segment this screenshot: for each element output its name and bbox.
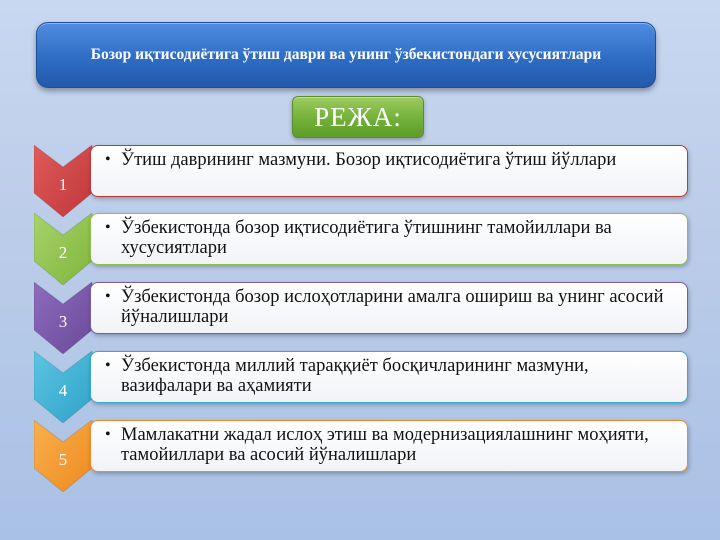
page-title: Бозор иқтисодиётига ўтиш даври ва унинг ўзбекистондаги хусусиятлари	[90, 46, 602, 63]
step-number: 4	[58, 381, 68, 400]
plan-item-card	[90, 282, 688, 334]
bullet-icon: •	[105, 151, 111, 168]
plan-item-2	[34, 213, 688, 281]
plan-item-text: Ўтиш даврининг мазмуни. Бозор иқтисодиётига ўтиш йўллари	[121, 150, 617, 170]
plan-item-4	[34, 351, 688, 419]
plan-item-text: Мамлакатни жадал ислоҳ этиш ва модернизациялашнинг моҳияти, тамойиллари ва асосий йўналишлари	[121, 425, 649, 465]
bullet-icon: •	[105, 219, 111, 236]
step-number: 3	[58, 312, 68, 331]
plan-item-card	[90, 213, 688, 265]
bullet-icon: •	[105, 426, 111, 443]
step-number: 1	[58, 175, 68, 194]
step-number: 5	[58, 450, 68, 469]
step-number: 2	[58, 243, 68, 262]
plan-item-text: Ўзбекистонда бозор иқтисодиётига ўтишнинг тамойиллари ва хусусиятлари	[121, 218, 612, 258]
plan-item-1	[34, 145, 688, 213]
plan-item-3	[34, 282, 688, 350]
plan-item-card	[90, 420, 688, 472]
plan-item-text: Ўзбекистонда миллий тараққиёт босқичларининг мазмуни, вазифалари ва аҳамияти	[121, 356, 589, 396]
plan-item-text: Ўзбекистонда бозор ислоҳотларини амалга ошириш ва унинг асосий йўналишлари	[121, 287, 664, 327]
plan-item-5	[34, 420, 688, 488]
plan-item-card	[90, 351, 688, 403]
plan-badge-label: РЕЖА:	[314, 102, 402, 132]
bullet-icon: •	[105, 288, 111, 305]
header-title-bar	[36, 22, 656, 88]
bullet-icon: •	[105, 357, 111, 374]
plan-item-card	[90, 145, 688, 197]
plan-badge	[292, 96, 424, 138]
